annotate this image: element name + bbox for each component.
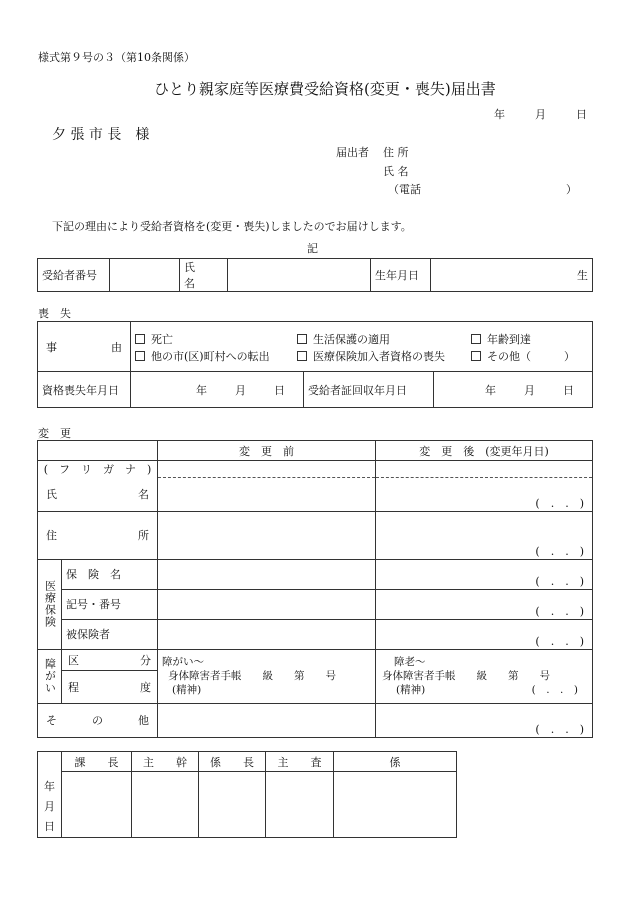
- reason-label: 事 由: [38, 322, 131, 372]
- disability-group-label: 障がい: [38, 649, 62, 703]
- dob-label: 生年月日: [371, 259, 431, 292]
- other-before[interactable]: [158, 703, 376, 737]
- address-before[interactable]: [158, 511, 376, 559]
- stamp-staff[interactable]: [334, 772, 457, 838]
- addressee: 夕 張 市 長 様: [52, 127, 150, 143]
- applicant-phone-label: （電話: [388, 183, 421, 196]
- symbol-no-after[interactable]: ( . . ): [376, 589, 593, 619]
- applicant-name-label: 氏 名: [383, 165, 409, 178]
- furigana-label: ( フ リ ガ ナ ): [38, 461, 158, 478]
- stamp-supervisor[interactable]: [266, 772, 334, 838]
- return-date-field[interactable]: 年 月 日: [434, 372, 593, 408]
- approval-table: [37, 751, 457, 838]
- dob-field[interactable]: 生: [431, 259, 593, 292]
- change-table: [37, 440, 593, 738]
- checkbox-icon: [471, 334, 481, 344]
- option-welfare[interactable]: 生活保護の適用: [297, 331, 390, 347]
- disability-after[interactable]: 障老～ 身体障害者手帳 級 第 号 (精神) ( . . ): [376, 649, 593, 703]
- applicant-label: 届出者: [336, 146, 369, 159]
- symbol-no-before[interactable]: [158, 589, 376, 619]
- insurer-after[interactable]: ( . . ): [376, 559, 593, 589]
- col-unit-chief: 係 長: [199, 752, 266, 772]
- checkbox-icon: [135, 351, 145, 361]
- option-other[interactable]: その他（ ）: [471, 348, 575, 364]
- insured-before[interactable]: [158, 619, 376, 649]
- name-field[interactable]: [228, 259, 371, 292]
- name-after[interactable]: ( . . ): [376, 477, 593, 511]
- symbol-no-label: 記号・番号: [62, 589, 158, 619]
- insured-after[interactable]: ( . . ): [376, 619, 593, 649]
- loss-date-field[interactable]: 年 月 日: [131, 372, 304, 408]
- date-line: 年 月 日: [494, 108, 587, 121]
- loss-table: [37, 321, 593, 408]
- form-number: 様式第９号の３（第10条関係）: [38, 51, 195, 64]
- checkbox-icon: [297, 351, 307, 361]
- return-date-label: 受給者証回収年月日: [304, 372, 434, 408]
- other-after[interactable]: ( . . ): [376, 703, 593, 737]
- page-title: ひとり親家庭等医療費受給資格(変更・喪失)届出書: [154, 80, 496, 98]
- checkbox-icon: [135, 334, 145, 344]
- applicant-phone-close: ）: [566, 183, 577, 196]
- col-chief-manager: 主 幹: [132, 752, 199, 772]
- disability-before[interactable]: 障がい～ 身体障害者手帳 級 第 号 (精神): [158, 649, 376, 703]
- option-death[interactable]: 死亡: [135, 331, 173, 347]
- applicant-address-label: 住 所: [383, 146, 409, 159]
- address-after[interactable]: ( . . ): [376, 511, 593, 559]
- insurance-group-label: 医療保険: [38, 559, 62, 649]
- option-age[interactable]: 年齢到達: [471, 331, 531, 347]
- col-section-chief: 課 長: [62, 752, 132, 772]
- insurer-before[interactable]: [158, 559, 376, 589]
- loss-date-label: 資格喪失年月日: [38, 372, 131, 408]
- insurer-label: 保 険 名: [62, 559, 158, 589]
- other-label: そ の 他: [38, 703, 158, 737]
- insured-label: 被保険者: [62, 619, 158, 649]
- stamp-section-chief[interactable]: [62, 772, 132, 838]
- reason-options: [131, 322, 593, 372]
- option-moveout[interactable]: 他の市(区)町村への転出: [135, 348, 270, 364]
- stamp-chief-manager[interactable]: [132, 772, 199, 838]
- recipient-no-field[interactable]: [110, 259, 180, 292]
- address-row-label: 住 所: [38, 511, 158, 559]
- before-header: 変 更 前: [158, 441, 376, 461]
- intro-text: 下記の理由により受給者資格を(変更・喪失)しましたのでお届けします。: [52, 220, 412, 233]
- disability-labels: 区 分 程 度: [62, 649, 158, 703]
- change-section-title: 変 更: [38, 427, 71, 440]
- col-supervisor: 主 査: [266, 752, 334, 772]
- col-staff: 係: [334, 752, 457, 772]
- stamp-unit-chief[interactable]: [199, 772, 266, 838]
- furigana-before[interactable]: [158, 461, 376, 478]
- checkbox-icon: [471, 351, 481, 361]
- approval-date-label: 年 月 日: [38, 752, 62, 838]
- ki-label: 記: [307, 242, 318, 255]
- name-before[interactable]: [158, 477, 376, 511]
- checkbox-icon: [297, 334, 307, 344]
- option-insurance-loss[interactable]: 医療保険加入者資格の喪失: [297, 348, 445, 364]
- name-label: 氏 名: [180, 259, 228, 292]
- after-header: 変 更 後 (変更年月日): [376, 441, 593, 461]
- furigana-after[interactable]: [376, 461, 593, 478]
- loss-section-title: 喪 失: [38, 307, 71, 320]
- name-row-label: 氏 名: [38, 477, 158, 511]
- recipient-no-label: 受給者番号: [38, 259, 110, 292]
- recipient-table: [37, 258, 593, 292]
